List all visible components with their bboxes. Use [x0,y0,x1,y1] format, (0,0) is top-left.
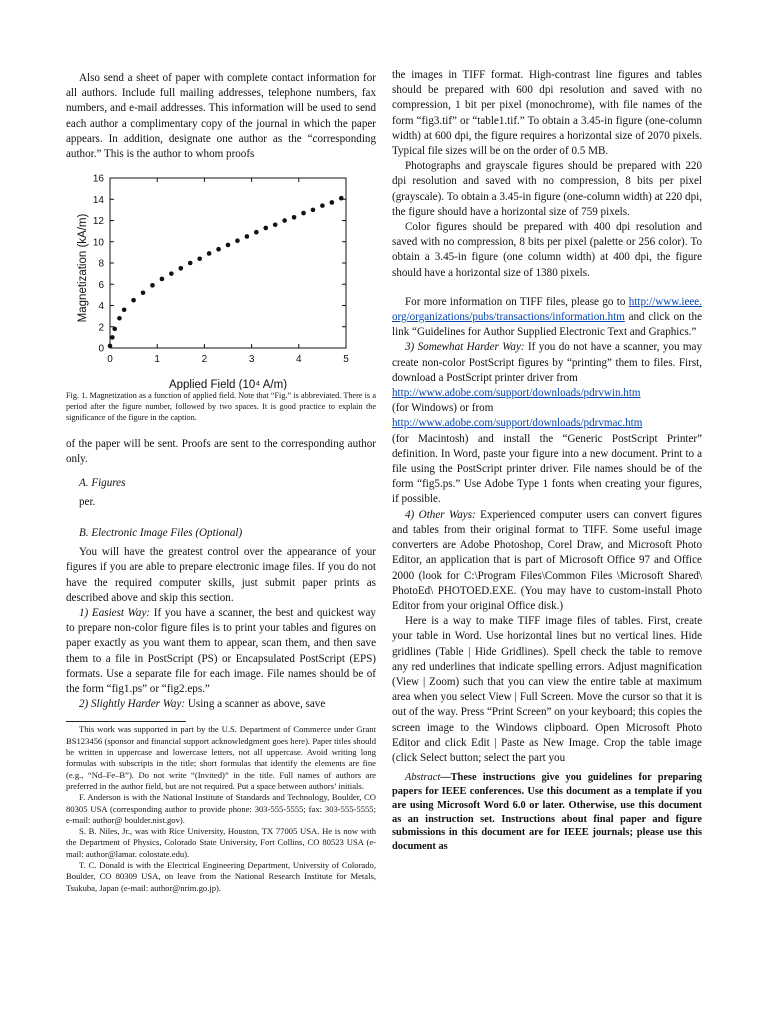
adobe-mac-link[interactable]: http://www.adobe.com/support/downloads/pdrvmac.htm [392,417,643,430]
paragraph-slightly-harder [66,697,376,712]
data-point [131,298,136,303]
slightly-harder-text: Using a scanner as above, save [185,698,326,711]
adobe-windows-link[interactable]: http://www.adobe.com/support/downloads/pdrvwin.htm [392,387,641,400]
data-point [216,247,221,252]
abstract [392,771,702,854]
y-tick-label: 8 [98,258,104,270]
other-ways-text: Experienced computer users can convert figures and tables from their original format to TIFF. Some useful image converters are Adobe Photoshop, Corel Draw, and Microsoft Photo Editor, an application that is part of Microsoft Office 97 and Office 2000 (look for C:\Program Files\Common Files \Microsoft Shared\ PhotoEd\ PHOTOED.EXE. (You may have to custom-install Photo Editor from your original Office disk.) [392,508,702,612]
y-tick-label: 10 [92,237,104,249]
ieee-info-link[interactable]: http://www.ieee.org/organizations/pubs/transactions/information.htm [392,295,702,324]
data-point [197,257,202,262]
slightly-harder-label: 2) Slightly Harder Way: [79,698,186,711]
x-tick-label: 0 [107,354,113,366]
paragraph-easiest-way [66,606,376,697]
data-point [292,215,297,220]
abstract-label: Abstract [405,772,441,784]
paragraph-photographs: Photographs and grayscale figures should be prepared with 220 dpi resolution and saved with no compression, 8 bits per pixel (grayscale). To obtain a 3.45-in figure (one-column width) at 220 dpi, the figure should have a horizontal size of 759 pixels. [392,160,702,218]
paragraph-somewhat-harder [392,340,702,386]
data-point [169,272,174,277]
footnote-donald: T. C. Donald is with the Electrical Engineering Department, University of Colorado, Boulder, CO 80309 USA, on leave from the National Research Institute for Metals, Tsukuba, Japan (e-mail: author@nrim.go.jp). [66,860,376,893]
section-electronic-heading: B. Electronic Image Files (Optional) [79,527,243,540]
figure-caption: Fig. 1. Magnetization as a function of applied field. Note that “Fig.” is abbreviated. There is a period after the figure number, followed by two spaces. It is good practice to explain the significance of the figure in the caption. [66,391,376,423]
more-info-text: For more information on TIFF files, please go to [405,295,626,308]
y-tick-label: 6 [98,279,104,291]
footnote-rule [66,721,186,722]
y-tick-label: 2 [98,322,104,334]
y-tick-label: 0 [98,343,104,355]
x-axis-label: Applied Field (10⁴ A/m) [168,379,288,391]
data-point [160,277,165,282]
data-point [282,218,287,223]
for-windows-text: (for Windows) or from [392,402,494,415]
data-point [273,223,278,228]
data-point [320,204,325,209]
x-tick-label: 3 [248,354,255,366]
easiest-way-label: 1) Easiest Way: [79,607,151,620]
paragraph-other-ways [392,508,702,614]
data-point [141,291,146,296]
data-point [339,196,344,201]
somewhat-harder-text: If you do not have a scanner, you may create non-color PostScript figures by “printing” them to files. First, download a PostScript printer driver from [392,341,702,384]
abstract-text: —These instructions give you guidelines for preparing papers for IEEE conferences. Use this document as a template if you are using Microsoft Word 6.0 or later. Otherwise, use this document as an instruction set. Instructions about final paper and figure submissions in this document are for IEEE journals; please use this document as [392,772,702,853]
footnote-niles: S. B. Niles, Jr., was with Rice University, Houston, TX 77005 USA. He is now with the Department of Physics, Colorado State University, Fort Collins, CO 80523 USA (e-mail: author@lamar. colostate.edu). [66,826,376,859]
x-tick-label: 4 [296,354,302,366]
data-point [179,266,184,271]
paragraph-driver-links [392,386,702,432]
data-point [311,208,316,213]
data-point [226,243,231,248]
data-point [330,200,335,205]
data-point [245,234,250,239]
paragraph-proofs: of the paper will be sent. Proofs are sent to the corresponding author only. [66,438,376,466]
paragraph-tiff-tables: Here is a way to make TIFF image files of tables. First, create your table in Word. Use horizontal lines but no vertical lines. Hide gridlines (Table | Hide Gridlines). Spell check the table to remove any red underlines that indicate spelling errors. Adjust magnification (View | Zoom) such that you can view the entire table at maximum area when you select View | Full Screen. Move the cursor so that it is out of the way. Press “Print Screen” on your keyboard; this copies the screen image to the Windows clipboard. Open Microsoft Photo Editor and click Edit | Paste as New Image. Crop the table image (click Select button; select the part you [392,615,702,764]
data-point [122,308,127,313]
right-column [392,0,702,854]
paragraph-contact-info: Also send a sheet of paper with complete contact information for all authors. Include full mailing addresses, telephone numbers, fax numbers, and e-mail addresses. This information will be used to send each author a complimentary copy of the journal in which the paper appears. In addition, designate one author as the “corresponding author.” This is the author to whom proofs [66,72,376,161]
footnote-anderson: F. Anderson is with the National Institute of Standards and Technology, Boulder, CO 80305 USA (corresponding author to provide phone: 303-555-5555; fax: 303-555-5555; e-mail: author@ boulder.nist.gov). [66,792,376,825]
paragraph-more-info [392,295,702,341]
y-tick-label: 12 [92,216,104,228]
paragraph-color-figures: Color figures should be prepared with 400 dpi resolution and saved with no compression, 8 bits per pixel (palette or 256 color). To obtain a 3.45-in figure (one column width) at 400 dpi, the figure should have a horizontal size of 1380 pixels. [392,221,702,279]
easiest-way-text: If you have a scanner, the best and quickest way to prepare non-color figure files is to print your tables and figures on paper exactly as you want them to appear, scan them, and then save them to a file in PostScript (PS) or Encapsulated PostScript (EPS) formats. Use a separate file for each image. File names should be of the form “fig1.ps” or “fig2.eps.” [66,607,376,696]
data-point [110,335,115,340]
paragraph-tiff-format: the images in TIFF format. High-contrast line figures and tables should be prepared with 600 dpi resolution and saved with no compression, 1 bit per pixel (monochrome), with file names of the form “fig3.tif” or “table1.tif.” To obtain a 3.45-in figure (one-column width) at 600 dpi, the figure requires a horizontal size of 2070 pixels. Typical file sizes will be on the order of 0.5 MB. [392,69,702,158]
text-per: per. [79,495,96,508]
magnetization-chart [66,170,376,390]
data-point [235,239,240,244]
somewhat-harder-label: 3) Somewhat Harder Way: [405,341,525,354]
y-tick-label: 4 [98,301,104,313]
paragraph-greatest-control: You will have the greatest control over the appearance of your figures if you are able to prepare electronic image files. If you do not have the required computer skills, just submit paper prints as described above and skip this section. [66,546,376,604]
x-tick-label: 1 [154,354,160,366]
y-tick-label: 16 [92,173,104,185]
data-point [108,344,113,349]
x-tick-label: 5 [343,354,349,366]
y-axis-label: Magnetization (kA/m) [77,213,89,323]
y-tick-label: 14 [92,194,104,206]
x-tick-label: 2 [201,354,208,366]
paragraph-macintosh: (for Macintosh) and install the “Generic PostScript Printer” definition. In Word, paste your figure into a new document. Print to a file using the PostScript printer driver. File names should be of the form “fig5.ps.” Use Adobe Type 1 fonts when creating your figures, if possible. [392,432,702,506]
data-point [117,316,122,321]
footnote-support: This work was supported in part by the U.S. Department of Commerce under Grant BS123456 (sponsor and financial support acknowledgment goes here). Paper titles should be written in uppercase and lowercase letters, not all uppercase. Avoid writing long formulas with subscripts in the title; short formulas that identify the elements are fine (e.g., “Nd–Fe–B”). Do not write “(Invited)” in the title. Full names of authors are preferred in the author field, but are not required. Put a space between authors’ initials. [66,724,376,791]
other-ways-label: 4) Other Ways: [405,508,476,521]
left-column [66,0,376,894]
data-point [207,251,212,256]
more-info-text-b: and click on the link “Guidelines for Author Supplied Electronic Text and Graphics.” [392,311,702,339]
data-point [254,230,259,235]
data-point [301,211,306,216]
data-point [112,327,117,332]
section-figures-heading: A. Figures [79,476,126,489]
data-point [150,283,155,288]
data-point [263,226,268,231]
data-point [188,261,193,266]
plot-frame [110,178,346,348]
